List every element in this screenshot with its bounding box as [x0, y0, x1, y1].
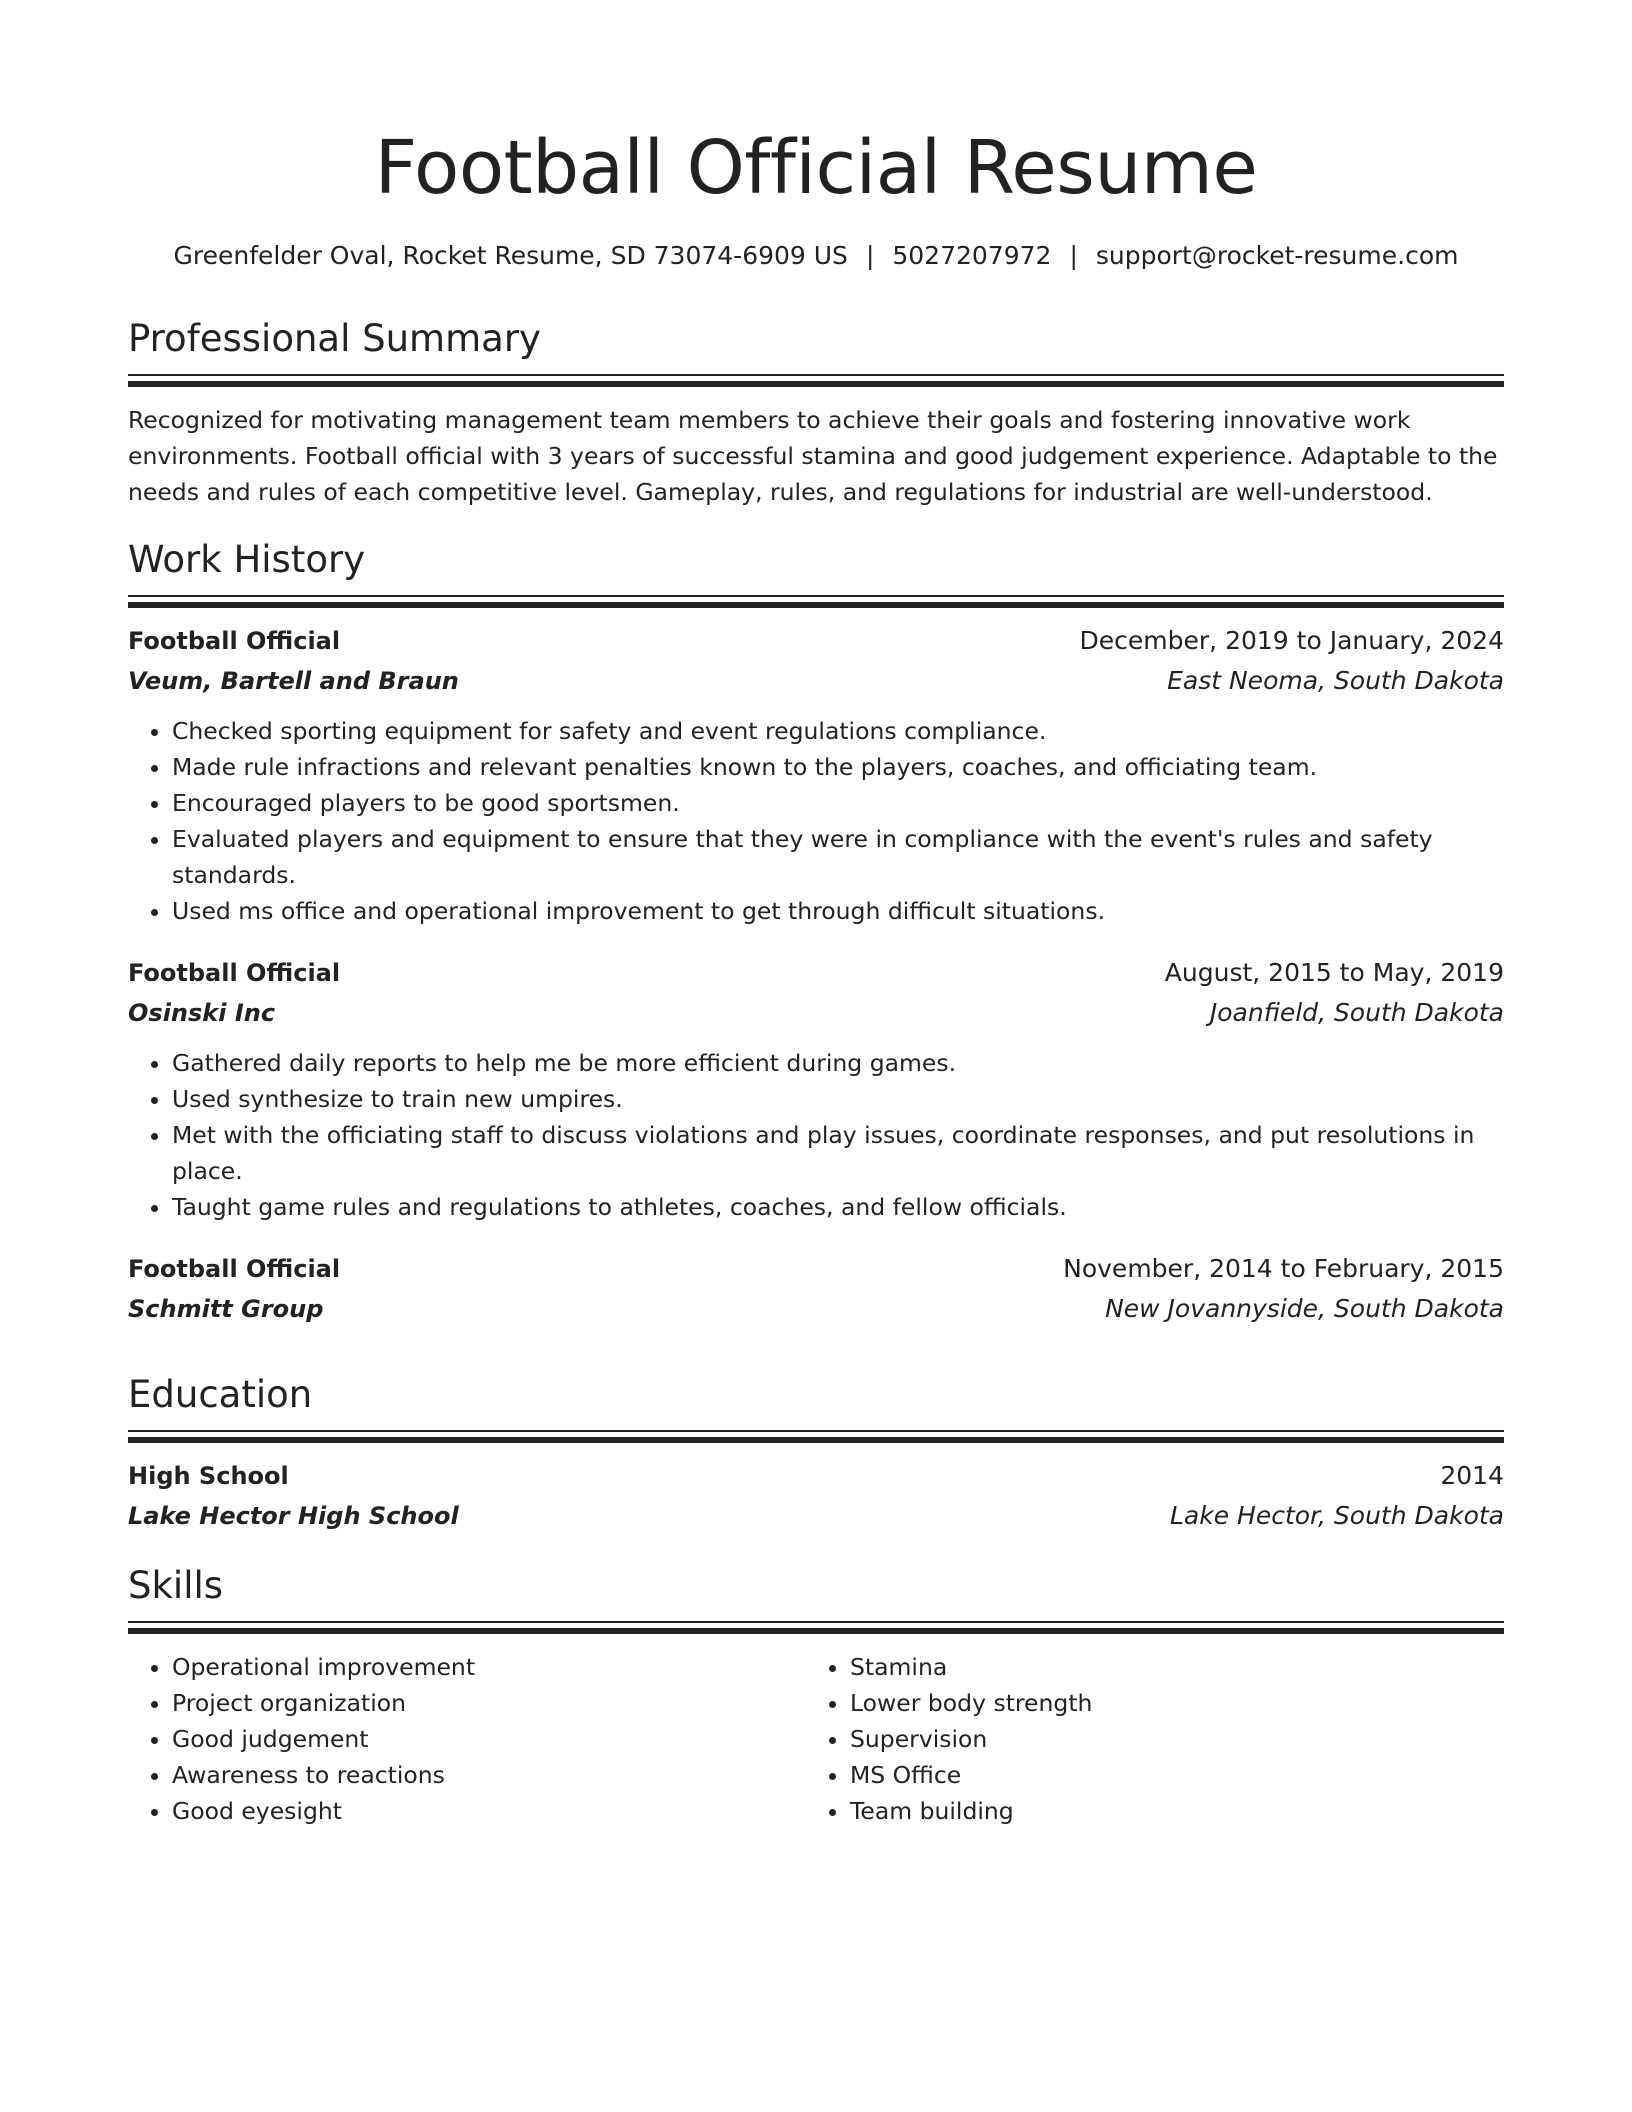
education-year: 2014	[1440, 1461, 1504, 1490]
list-item: • Met with the officiating staff to discuss violations and play issues, coordinate responses, and put resolutions in place.	[172, 1117, 1504, 1189]
list-item: • Taught game rules and regulations to athletes, coaches, and fellow officials.	[172, 1189, 1504, 1225]
job-company-row	[128, 1289, 1504, 1329]
skills-column-right	[806, 1649, 1484, 1829]
skills-list-right	[806, 1649, 1484, 1829]
list-item: • Stamina	[850, 1649, 1484, 1685]
list-item: • Gathered daily reports to help me be more efficient during games.	[172, 1045, 1504, 1081]
list-item: • Evaluated players and equipment to ensure that they were in compliance with the event's rules and safety standards.	[172, 821, 1504, 893]
job-bullets	[128, 1045, 1504, 1225]
education-section	[128, 1370, 1504, 1536]
list-item: • Used synthesize to train new umpires.	[172, 1081, 1504, 1117]
job-company-row	[128, 661, 1504, 701]
job-header-row	[128, 621, 1504, 661]
list-item: • Awareness to reactions	[172, 1757, 806, 1793]
section-divider	[128, 374, 1504, 388]
contact-address: Greenfelder Oval, Rocket Resume, SD 73074-6909 US	[173, 241, 848, 270]
list-item: • Good judgement	[172, 1721, 806, 1757]
job-company: Osinski Inc	[128, 999, 276, 1027]
page-title: Football Official Resume	[374, 125, 1258, 211]
section-divider	[128, 1621, 1504, 1635]
summary-section	[128, 314, 1504, 510]
job-company-row	[128, 993, 1504, 1033]
work-history-section	[128, 535, 1504, 1329]
list-item: • Checked sporting equipment for safety and event regulations compliance.	[172, 713, 1504, 749]
education-location: Lake Hector, South Dakota	[1169, 1501, 1504, 1530]
job-company: Schmitt Group	[128, 1295, 324, 1323]
list-item: • Made rule infractions and relevant penalties known to the players, coaches, and officiating team.	[172, 749, 1504, 785]
education-heading: Education	[128, 1373, 313, 1416]
job-dates: November, 2014 to February, 2015	[1063, 1254, 1504, 1283]
job-bullets	[128, 713, 1504, 929]
list-item: • Supervision	[850, 1721, 1484, 1757]
contact-separator: |	[1069, 241, 1078, 270]
skills-grid	[128, 1649, 1504, 1829]
job-location: East Neoma, South Dakota	[1167, 666, 1504, 695]
section-divider	[128, 595, 1504, 609]
skills-column-left	[128, 1649, 806, 1829]
job-header-row	[128, 953, 1504, 993]
skills-list-left	[128, 1649, 806, 1829]
contact-separator: |	[865, 241, 875, 270]
job-entry	[128, 953, 1504, 1225]
summary-heading: Professional Summary	[128, 317, 541, 360]
summary-text: Recognized for motivating management team members to achieve their goals and fostering innovative work environments. Football official with 3 years of successful stamina and good judgement experience. Adaptable to the needs and rules of each competitive level. Gameplay, rules, and regulations for industrial are well-understood.	[128, 406, 1498, 506]
list-item: • Used ms office and operational improvement to get through difficult situations.	[172, 893, 1504, 929]
skills-heading: Skills	[128, 1564, 224, 1607]
job-title: Football Official	[128, 1255, 341, 1283]
list-item: • Project organization	[172, 1685, 806, 1721]
education-school: Lake Hector High School	[128, 1502, 459, 1530]
job-header-row	[128, 1249, 1504, 1289]
job-company: Veum, Bartell and Braun	[128, 667, 459, 695]
section-divider	[128, 1430, 1504, 1444]
education-degree: High School	[128, 1462, 289, 1490]
contact-email: support@rocket-resume.com	[1095, 241, 1459, 270]
job-title: Football Official	[128, 959, 341, 987]
list-item: • Operational improvement	[172, 1649, 806, 1685]
education-school-row	[128, 1496, 1504, 1536]
job-entry	[128, 1249, 1504, 1329]
job-location: Joanfield, South Dakota	[1209, 998, 1504, 1027]
job-location: New Jovannyside, South Dakota	[1105, 1294, 1504, 1323]
job-title: Football Official	[128, 627, 341, 655]
contact-phone: 5027207972	[892, 241, 1052, 270]
list-item: • Team building	[850, 1793, 1484, 1829]
job-dates: December, 2019 to January, 2024	[1079, 626, 1504, 655]
list-item: • MS Office	[850, 1757, 1484, 1793]
education-header-row	[128, 1456, 1504, 1496]
list-item: • Good eyesight	[172, 1793, 806, 1829]
work-history-heading: Work History	[128, 538, 366, 581]
list-item: • Lower body strength	[850, 1685, 1484, 1721]
skills-section	[128, 1561, 1504, 1829]
job-dates: August, 2015 to May, 2019	[1164, 958, 1504, 987]
list-item: • Encouraged players to be good sportsmen.	[172, 785, 1504, 821]
job-entry	[128, 621, 1504, 929]
education-entry	[128, 1456, 1504, 1536]
contact-line	[128, 238, 1504, 274]
